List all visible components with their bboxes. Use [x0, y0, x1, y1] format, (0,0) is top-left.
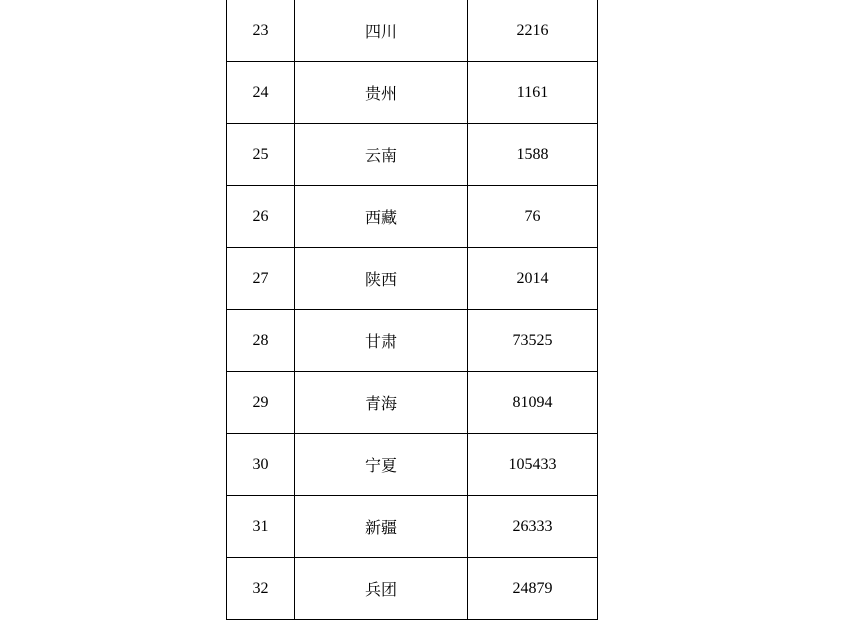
cell-index: 23: [227, 0, 295, 62]
table-row: [227, 434, 598, 496]
cell-region: 兵团: [295, 558, 468, 620]
table-row: [227, 372, 598, 434]
cell-region: 青海: [295, 372, 468, 434]
cell-region: 陕西: [295, 248, 468, 310]
cell-value: 26333: [468, 496, 598, 558]
cell-value: 105433: [468, 434, 598, 496]
cell-region: 新疆: [295, 496, 468, 558]
cell-index: 25: [227, 124, 295, 186]
table-row: [227, 62, 598, 124]
table-row: [227, 558, 598, 620]
cell-value: 1161: [468, 62, 598, 124]
cell-value: 73525: [468, 310, 598, 372]
cell-index: 32: [227, 558, 295, 620]
cell-region: 贵州: [295, 62, 468, 124]
cell-value: 76: [468, 186, 598, 248]
table-row: [227, 124, 598, 186]
data-table: [226, 0, 598, 620]
cell-value: 2216: [468, 0, 598, 62]
cell-value: 2014: [468, 248, 598, 310]
table-row: [227, 310, 598, 372]
cell-value: 81094: [468, 372, 598, 434]
cell-index: 28: [227, 310, 295, 372]
cell-region: 四川: [295, 0, 468, 62]
table-row: [227, 496, 598, 558]
table-row: [227, 186, 598, 248]
cell-index: 26: [227, 186, 295, 248]
cell-value: 24879: [468, 558, 598, 620]
cell-index: 29: [227, 372, 295, 434]
table-row: [227, 248, 598, 310]
cell-index: 27: [227, 248, 295, 310]
cell-region: 西藏: [295, 186, 468, 248]
table-row: [227, 0, 598, 62]
table-container: [226, 0, 598, 620]
cell-index: 24: [227, 62, 295, 124]
cell-region: 云南: [295, 124, 468, 186]
cell-region: 甘肃: [295, 310, 468, 372]
cell-value: 1588: [468, 124, 598, 186]
cell-region: 宁夏: [295, 434, 468, 496]
cell-index: 30: [227, 434, 295, 496]
cell-index: 31: [227, 496, 295, 558]
